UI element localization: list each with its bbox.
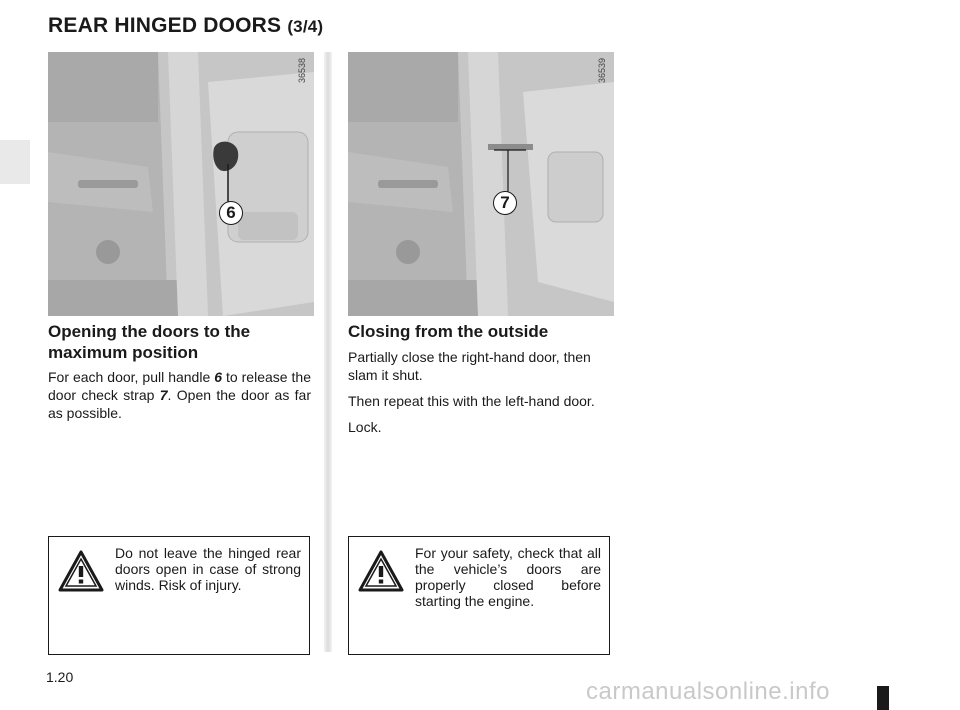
closing-instructions <box>348 348 614 444</box>
warning-triangle-icon <box>57 549 105 593</box>
page-title-part: (3/4) <box>287 17 324 36</box>
closing-step-2: Then repeat this with the left-hand door. <box>348 393 595 409</box>
photo-door-handle <box>48 52 314 316</box>
closing-step-3: Lock. <box>348 419 382 435</box>
column-divider <box>324 52 332 652</box>
opening-text-1: For each door, pull handle <box>48 369 215 385</box>
warning-box-safety <box>348 536 610 655</box>
opening-text-3: . Open the door as far as possible. <box>48 387 311 421</box>
photo-door-check-strap <box>348 52 614 316</box>
opening-text-2: to release the door check strap <box>48 369 311 403</box>
callout-7: 7 <box>493 191 517 215</box>
warning-text-safety: For your safety, check that all the vehicle’s doors are properly closed before starting the engine. <box>415 545 601 609</box>
page-title-text: REAR HINGED DOORS <box>48 14 282 37</box>
section-heading-closing: Closing from the outside <box>348 322 549 341</box>
callout-6: 6 <box>219 201 243 225</box>
figure-number-left: 36538 <box>297 58 307 84</box>
watermark: carmanualsonline.info <box>586 678 830 705</box>
handle-reference: 6 <box>214 369 223 385</box>
page-number: 1.20 <box>46 669 74 685</box>
opening-instructions <box>48 368 311 422</box>
section-heading-opening: Opening the doors to the maximum position <box>48 322 251 362</box>
section-tab <box>0 140 30 184</box>
warning-triangle-icon <box>357 549 405 593</box>
warning-text-wind: Do not leave the hinged rear doors open in case of strong winds. Risk of injury. <box>115 545 301 593</box>
strap-reference: 7 <box>159 387 168 403</box>
page-edge-marker <box>877 686 889 710</box>
warning-box-wind <box>48 536 310 655</box>
closing-step-1: Partially close the right-hand door, then slam it shut. <box>348 349 591 383</box>
figure-number-right: 36539 <box>597 58 607 84</box>
page-title <box>48 14 323 38</box>
